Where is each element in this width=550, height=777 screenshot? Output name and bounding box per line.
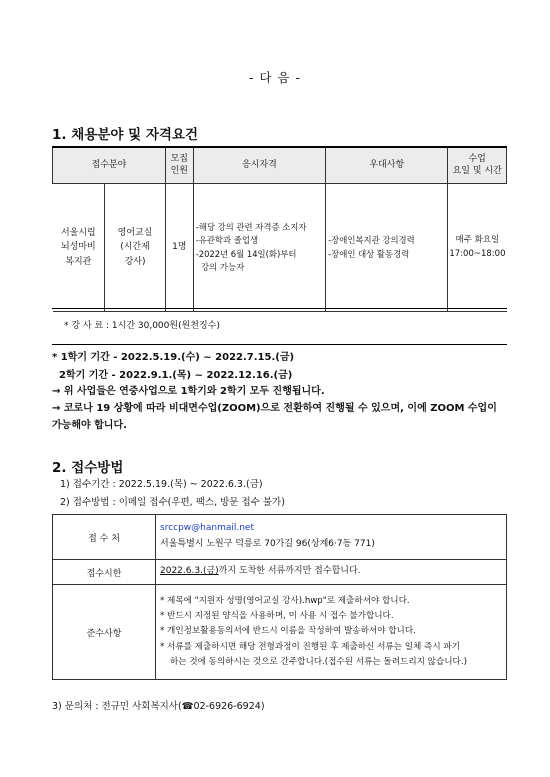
deadline-text: 까지 도착한 서류까지만 접수합니다. [218, 566, 361, 577]
header-schedule: 수업 요일 및 시간 [448, 147, 507, 184]
table-row [53, 585, 507, 680]
contact-info: 3) 문의처 : 전규민 사회복지사(☎02-6926-6924) [52, 701, 265, 712]
semester1-period: * 1학기 기간 - 2022.5.19.(수) ~ 2022.7.15.(금) [52, 352, 295, 363]
note-yearround: → 위 사업들은 연중사업으로 1학기와 2학기 모두 진행됩니다. [52, 386, 325, 397]
label-deadline: 접수시한 [53, 560, 156, 585]
deadline-date: 2022.6.3.(금) [160, 566, 219, 577]
note-item: * 개인정보활용동의서에 반드시 이름을 작성하여 발송하셔야 합니다. [160, 626, 416, 637]
email-link[interactable]: srccpw@hanmail.net [160, 523, 254, 534]
note-item: * 반드시 지정된 양식을 사용하며, 미 사용 시 접수 불가합니다. [160, 611, 394, 622]
cell-place [156, 515, 507, 560]
divider [52, 308, 507, 309]
notice-heading: - 다 음 - [248, 70, 302, 85]
note-item: 하는 것에 동의하시는 것으로 간주합니다.(접수된 서류는 돌려드리지 않습니다.) [170, 656, 467, 667]
cell-organization: 서울시립 뇌성마비 복지관 [53, 184, 105, 312]
cell-preference [326, 184, 448, 312]
note-item: * 제목에 "지원자 성명(영어교실 강사).hwp"로 제출하셔야 합니다. [160, 596, 410, 607]
table-header-row [53, 147, 507, 184]
qual-line: -해당 강의 관련 자격증 소지자 [195, 221, 307, 232]
header-count: 모집 인원 [165, 147, 193, 184]
cell-schedule: 매주 화요일 17:00~18:00 [448, 184, 507, 312]
cell-deadline [156, 560, 507, 585]
qual-line: -2022년 6월 14일(화)부터 [195, 248, 297, 259]
cell-qualification [193, 184, 325, 312]
cell-count: 1명 [165, 184, 193, 312]
lecture-fee: * 강 사 료 : 1시간 30,000원(원천징수) [64, 321, 220, 331]
application-table [52, 514, 507, 680]
label-place: 접 수 처 [53, 515, 156, 560]
qual-line: -유관학과 졸업생 [195, 235, 259, 246]
note-zoom: → 코로나 19 상황에 따라 비대면수업(ZOOM)으로 전환하여 진행될 수 있으며, 이에 ZOOM 수업이 가능해야 합니다. [52, 403, 497, 431]
qual-line: 강의 가능자 [195, 261, 245, 272]
label-notes: 준수사항 [53, 585, 156, 680]
pref-line: -장애인 대상 활동경력 [328, 248, 410, 259]
address-text: 서울특별시 노원구 덕릉로 70가길 96(상계6·7동 771) [160, 539, 375, 549]
divider [52, 344, 507, 345]
semester2-period: 2학기 기간 - 2022.9.1.(목) ~ 2022.12.16.(금) [52, 370, 293, 381]
pref-line: -장애인복지관 강의경력 [328, 235, 415, 246]
application-period: 1) 접수기간 : 2022.5.19.(목) ~ 2022.6.3.(금) [60, 479, 263, 490]
note-item: * 서류를 제출하시면 해당 전형과정이 진행된 후 제출하신 서류는 일체 즉시 파기 [160, 641, 460, 652]
table-row [53, 515, 507, 560]
application-method: 2) 접수방법 : 이메일 접수(우편, 팩스, 방문 접수 불가) [60, 497, 285, 508]
section1-title: 1. 채용분야 및 자격요건 [52, 127, 198, 143]
table-row [53, 184, 507, 312]
header-qualification: 응시자격 [193, 147, 325, 184]
section2-title: 2. 접수방법 [52, 460, 124, 476]
table-row [53, 560, 507, 585]
recruitment-table [52, 146, 507, 312]
header-preference: 우대사항 [326, 147, 448, 184]
cell-notes [156, 585, 507, 680]
cell-field: 영어교실 (시간제 강사) [105, 184, 166, 312]
header-field: 접수분야 [53, 147, 166, 184]
